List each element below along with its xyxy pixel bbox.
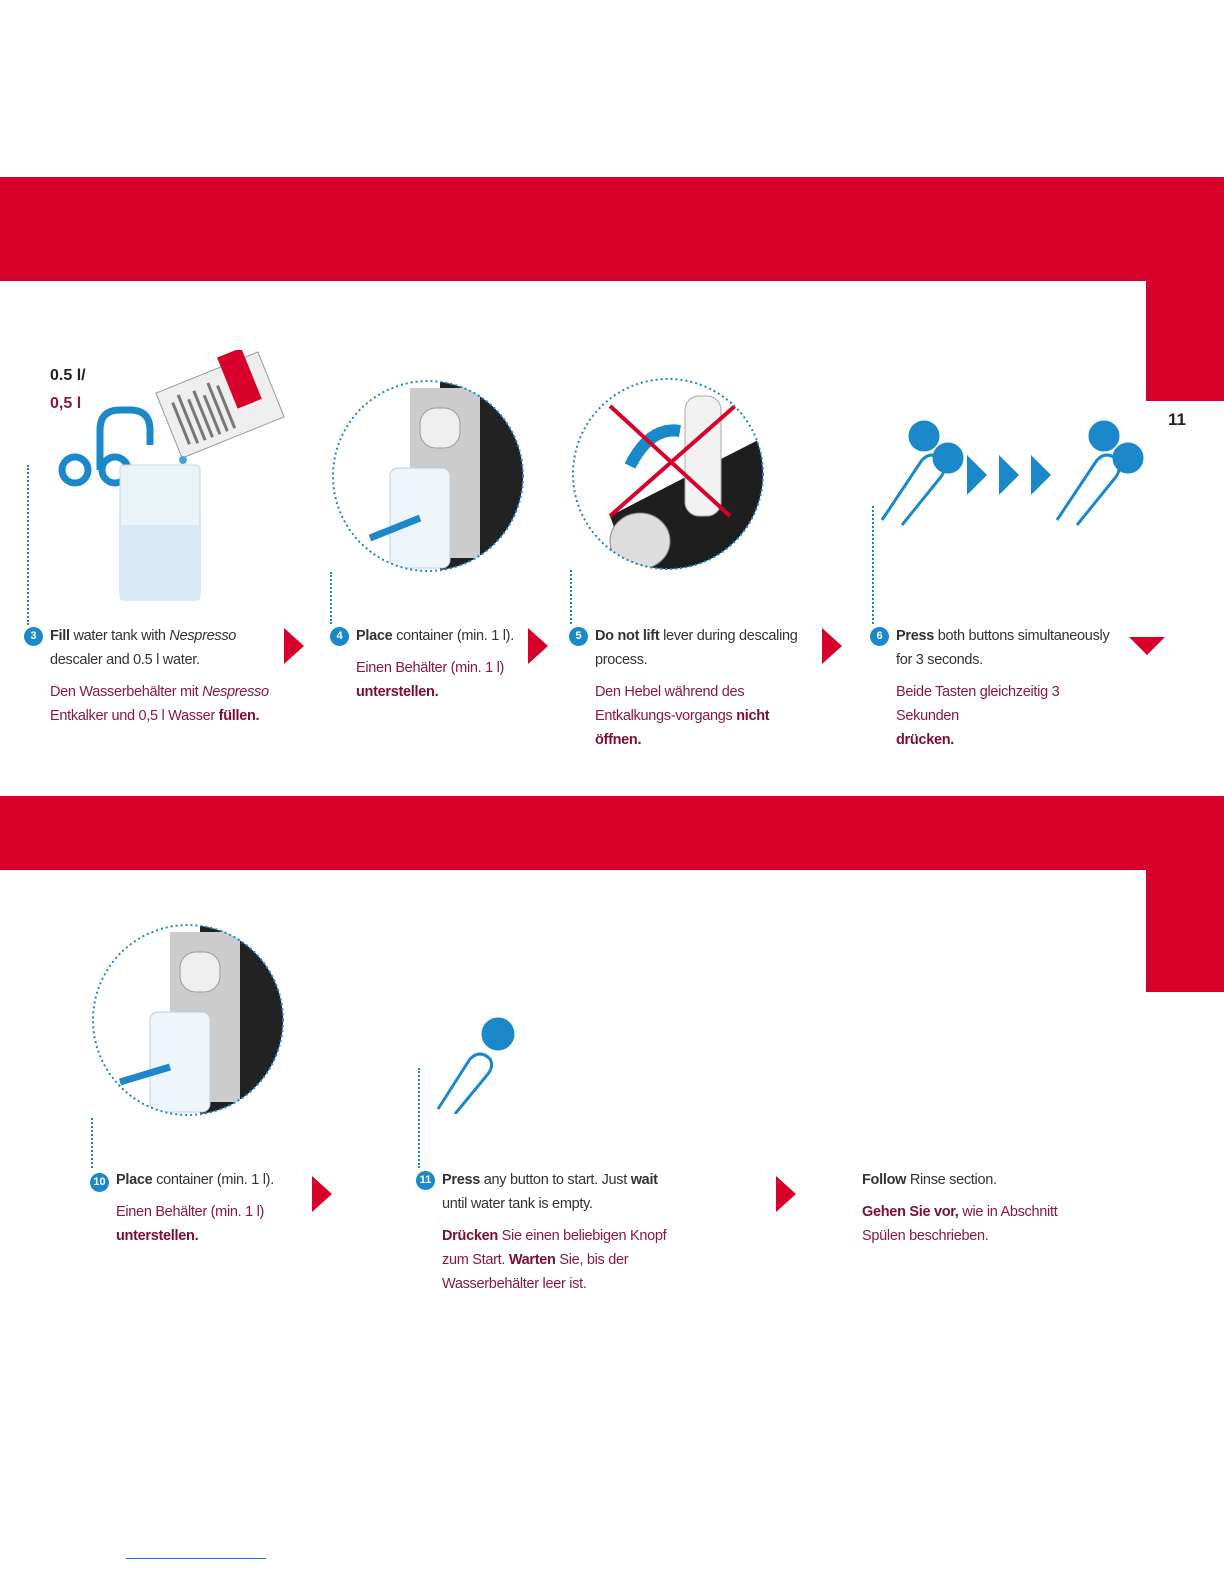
middle-red-band [0, 796, 1224, 870]
step-5: Do not lift lever during descaling process. Den Hebel während des Entkalkungs-vorgangs nicht öffnen. [595, 628, 798, 748]
top-red-band [0, 177, 1224, 281]
water-tank-illustration [55, 350, 295, 610]
step-follow-rinse: Follow Rinse section. Gehen Sie vor, wie in Abschnitt Spülen beschrieben. [862, 1172, 1058, 1244]
tank-icon [120, 465, 200, 600]
step-4: Place container (min. 1 l). Einen Behälter (min. 1 l) unterstellen. [356, 628, 514, 700]
step-number-4: 4 [330, 627, 349, 646]
amount-de: 0,5 l [50, 395, 82, 412]
machine-container-illustration-2 [90, 922, 286, 1118]
step4-dotted-line [330, 572, 332, 624]
descaler-sachet-icon [156, 350, 284, 458]
step-11: Press any button to start. Just wait until water tank is empty. Drücken Sie einen beliebigen Knopf zum Start. Warten Sie, bis der Wasserbehälter leer ist. [442, 1172, 667, 1292]
press-button-illustration [430, 1014, 530, 1114]
step-number-10: 10 [90, 1173, 109, 1192]
step-6: Press both buttons simultaneously for 3 seconds. Beide Tasten gleichzeitig 3 Sekunden drücken. [896, 628, 1110, 748]
step11-dotted-line [418, 1068, 420, 1168]
middle-right-red-tab [1146, 796, 1224, 992]
step-number-11: 11 [416, 1171, 435, 1190]
next-arrow-icon [528, 628, 548, 664]
page-number: 11 [1168, 410, 1186, 429]
finger-icon-2 [1057, 422, 1142, 525]
step5-dotted-line [570, 570, 572, 624]
step-number-3: 3 [24, 627, 43, 646]
step-10: Place container (min. 1 l). Einen Behälter (min. 1 l) unterstellen. [116, 1172, 274, 1244]
step6-dotted-line [872, 506, 874, 624]
next-arrow-icon [776, 1176, 796, 1212]
machine-container-illustration [330, 378, 526, 574]
press-both-buttons-illustration [872, 420, 1152, 530]
top-right-red-tab [1146, 177, 1224, 401]
step-3: Fill water tank with Nespresso descaler and 0.5 l water. Den Wasserbehälter mit Nespresso Entkalker und 0,5 l Wasser füllen. [50, 628, 269, 724]
down-arrow-icon [1129, 637, 1165, 655]
step-number-6: 6 [870, 627, 889, 646]
amount-en: 0.5 l/ [50, 367, 86, 384]
footnote-link-underline [126, 1558, 266, 1559]
step3-dotted-line [27, 465, 29, 625]
step-number-5: 5 [569, 627, 588, 646]
next-arrow-icon [312, 1176, 332, 1212]
next-arrow-icon [284, 628, 304, 664]
lever-warning-illustration [570, 376, 766, 572]
step10-dotted-line [91, 1118, 93, 1168]
next-arrow-icon [822, 628, 842, 664]
arrow-icon [967, 455, 1051, 495]
finger-icon [882, 422, 962, 525]
